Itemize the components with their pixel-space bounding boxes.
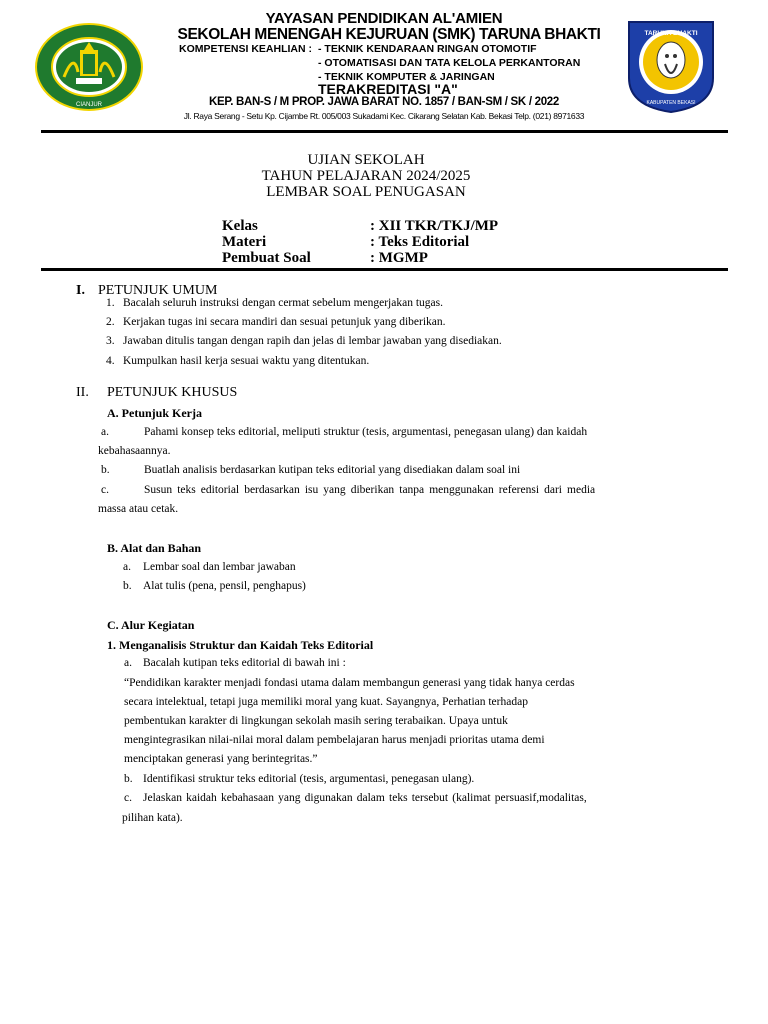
- list-item: Identifikasi struktur teks editorial (tesis, argumentasi, penegasan ulang).: [143, 773, 475, 785]
- list-item: Alat tulis (pena, pensil, penghapus): [143, 580, 306, 592]
- info-value: : XII TKR/TKJ/MP: [370, 218, 499, 234]
- exam-title: UJIAN SEKOLAH: [307, 152, 425, 168]
- school-logo-right: [625, 18, 717, 114]
- section-numeral: II.: [76, 385, 89, 400]
- list-item: Susun teks editorial berdasarkan isu yang diberikan tanpa menggunakan referensi dari media: [144, 484, 596, 496]
- list-item: Buatlah analisis berdasarkan kutipan teks editorial yang disediakan dalam soal ini: [144, 464, 521, 476]
- info-value: : MGMP: [370, 250, 428, 266]
- school-address: Jl. Raya Serang - Setu Kp. Cijambe Rt. 005/003 Sukadami Kec. Cikarang Selatan Kab. Bekasi Telp. (021) 8971633: [183, 111, 585, 121]
- foundation-name: YAYASAN PENDIDIKAN AL'AMIEN: [265, 10, 503, 27]
- info-key: Pembuat Soal: [222, 250, 311, 266]
- exam-sheet-title: LEMBAR SOAL PENUGASAN: [266, 184, 466, 200]
- competency-item: - TEKNIK KOMPUTER & JARINGAN: [318, 71, 495, 83]
- list-item-continued: kebahasaannya.: [98, 445, 171, 457]
- competency-label: KOMPETENSI KEAHLIAN :: [179, 43, 313, 55]
- right-logo-top-text: TARUNA BHAKTI: [644, 30, 698, 37]
- section-title: PETUNJUK KHUSUS: [107, 385, 238, 400]
- competency-item: - OTOMATISASI DAN TATA KELOLA PERKANTORAN: [318, 57, 581, 69]
- quote-line: menciptakan generasi yang berintegritas.”: [124, 753, 318, 765]
- exam-year: TAHUN PELAJARAN 2024/2025: [261, 168, 471, 184]
- list-letter: a.: [123, 561, 131, 573]
- info-key: Kelas: [222, 218, 258, 234]
- list-item: Pahami konsep teks editorial, meliputi struktur (tesis, argumentasi, penegasan ulang) dan kaidah: [144, 426, 588, 438]
- list-item: Bacalah seluruh instruksi dengan cermat sebelum mengerjakan tugas.: [123, 297, 443, 309]
- quote-line: “Pendidikan karakter menjadi fondasi utama dalam membangun generasi yang tidak hanya cerdas: [124, 677, 575, 689]
- header-divider: [41, 130, 728, 133]
- list-item: Jawaban ditulis tangan dengan rapih dan jelas di lembar jawaban yang disediakan.: [123, 335, 502, 347]
- list-number: 2.: [106, 316, 115, 328]
- list-number: 3.: [106, 335, 115, 347]
- list-letter: c.: [124, 792, 132, 804]
- right-logo-bottom-text: KABUPATEN BEKASI: [646, 100, 696, 106]
- list-number: 1.: [106, 297, 115, 309]
- list-item: Lembar soal dan lembar jawaban: [143, 561, 296, 573]
- list-letter: a.: [124, 657, 132, 669]
- info-key: Materi: [222, 234, 267, 250]
- info-divider: [41, 268, 728, 271]
- quote-line: secara intelektual, tetapi juga memiliki moral yang kuat. Sayangnya, Perhatian terhadap: [124, 696, 528, 708]
- list-number: 4.: [106, 355, 115, 367]
- subsection-title: A. Petunjuk Kerja: [107, 406, 202, 420]
- list-letter: b.: [123, 580, 132, 592]
- list-item: Kumpulkan hasil kerja sesuai waktu yang ditentukan.: [123, 355, 370, 367]
- section-title: PETUNJUK UMUM: [98, 283, 218, 298]
- list-letter: a.: [101, 426, 109, 438]
- activity-heading: 1. Menganalisis Struktur dan Kaidah Teks Editorial: [107, 638, 374, 652]
- quote-line: pembentukan karakter di lingkungan sekolah masih sering terabaikan. Upaya untuk: [124, 715, 508, 727]
- competency-item: - TEKNIK KENDARAAN RINGAN OTOMOTIF: [318, 43, 537, 55]
- left-logo-bottom-text: CIANJUR: [75, 102, 103, 108]
- list-item: Jelaskan kaidah kebahasaan yang digunakan dalam teks tersebut (kalimat persuasif,modalitas,: [143, 792, 587, 804]
- list-item: Kerjakan tugas ini secara mandiri dan sesuai petunjuk yang diberikan.: [123, 316, 446, 328]
- list-letter: b.: [101, 464, 110, 476]
- list-letter: c.: [101, 484, 109, 496]
- subsection-title: B. Alat dan Bahan: [107, 541, 202, 555]
- school-name: SEKOLAH MENENGAH KEJURUAN (SMK) TARUNA BHAKTI: [177, 26, 601, 43]
- decree-number: KEP. BAN-S / M PROP. JAWA BARAT NO. 1857 / BAN-SM / SK / 2022: [208, 96, 559, 108]
- quote-line: mengintegrasikan nilai-nilai moral dalam pembelajaran harus menjadi prioritas utama demi: [124, 734, 545, 746]
- school-logo-left: [34, 22, 144, 112]
- list-item-continued: massa atau cetak.: [98, 503, 179, 515]
- list-item-continued: pilihan kata).: [122, 812, 183, 824]
- section-numeral: I.: [76, 283, 85, 298]
- subsection-title: C. Alur Kegiatan: [107, 618, 195, 632]
- accreditation: TERAKREDITASI "A": [318, 81, 458, 97]
- list-item: Bacalah kutipan teks editorial di bawah ini :: [143, 657, 346, 669]
- list-letter: b.: [124, 773, 133, 785]
- info-value: : Teks Editorial: [370, 234, 470, 250]
